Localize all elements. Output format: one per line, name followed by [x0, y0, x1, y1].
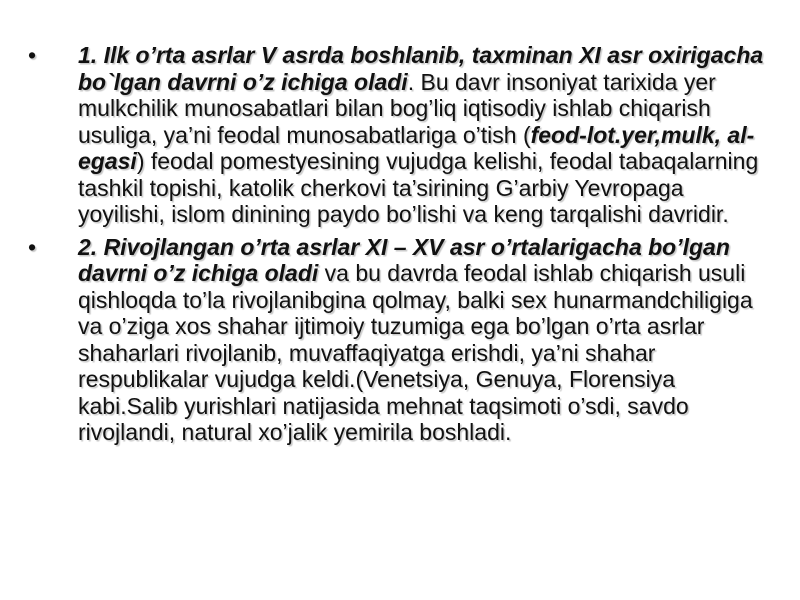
- bullet-item-rivojlangan-orta-asrlar: [28, 234, 770, 446]
- bullet-item-ilk-orta-asrlar: [28, 42, 770, 228]
- bullet-list: [28, 42, 770, 452]
- bullet-dot-icon: •: [28, 233, 37, 260]
- bullet-text-tail: ) feodal pomestyesining vujudga kelishi, feodal tabaqalarning tashkil topishi, katolik cherkovi ta’sirining G’arbiy Yevropaga yoyilishi, islom dinining paydo bo’lishi va keng tarqalishi davridir.: [78, 148, 759, 227]
- bullet-emphasis: feod-lot.yer,mulk, al-egasi: [78, 121, 755, 174]
- bullet-text: va bu davrda feodal ishlab chiqarish usuli qishloqda to’la rivojlanibgina qolmay, balki sex hunarmandchiligiga va o’ziga xos shahar ijtimoiy tuzumiga ega bo’lgan o’rta asrlar shaharlari rivojlanib, muvaffaqiyatga erishdi, ya’ni shahar respublikalar vujudga keldi.(Venetsiya, Genuya, Florensiya kabi.Salib yurishlari natijasida mehnat taqsimoti o’sdi, savdo rivojlandi, natural xo’jalik yemirila boshladi.: [78, 260, 753, 445]
- bullet-text: . Bu davr insoniyat tarixida yer mulkchilik munosabatlari bilan bog’liq iqtisodiy ishlab chiqarish usuliga, ya’ni feodal munosabatlariga o’tish (: [78, 68, 716, 148]
- bullet-dot-icon: •: [28, 42, 37, 68]
- bullet-heading: 2. Rivojlangan o’rta asrlar XI – XV asr o’rtalarigacha bo’lgan davrni o’z ichiga oladi: [78, 233, 730, 286]
- bullet-heading: 1. Ilk o’rta asrlar V asrda boshlanib, taxminan XI asr oxirigacha bo`lgan davrni o’z ichiga oladi: [78, 42, 764, 95]
